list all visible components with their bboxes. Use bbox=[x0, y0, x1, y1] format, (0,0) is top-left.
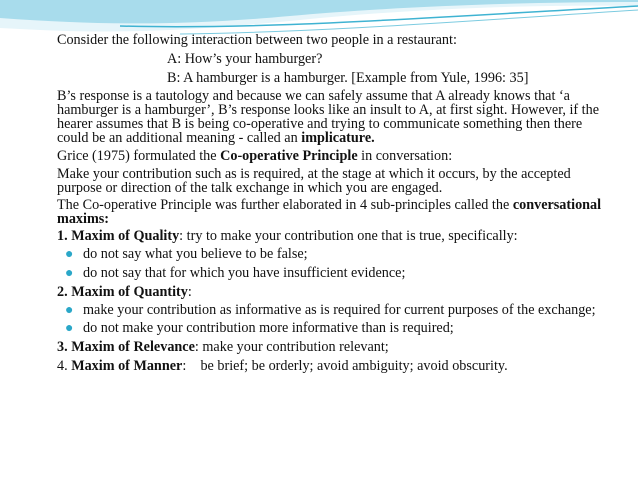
maxim-manner-number: 4. bbox=[57, 358, 72, 374]
maxims-intro-pre: The Co-operative Principle was further elaborated in 4 sub-principles called the bbox=[57, 197, 513, 213]
grice-post: in conversation: bbox=[357, 148, 453, 164]
maxim-relevance bbox=[57, 339, 617, 355]
maxim-manner-desc: : be brief; be orderly; avoid ambiguity; avoid obscurity. bbox=[182, 358, 508, 374]
dialogue-line-a: A: How’s your hamburger? bbox=[167, 51, 323, 67]
bullet-item bbox=[57, 320, 617, 336]
maxim-manner-title: Maxim of Manner bbox=[71, 358, 183, 374]
bullet-text: do not say what you believe to be false; bbox=[83, 246, 308, 262]
term-conversational-maxims: conversational maxims: bbox=[57, 197, 602, 227]
maxim-relevance-desc: : make your contribution relevant; bbox=[194, 339, 389, 355]
maxim-quality-title: 1. Maxim of Quality bbox=[57, 228, 180, 244]
paragraph-principle-definition: Make your contribution such as is required, at the stage at which it occurs, by the accepted purpose or direction of the talk exchange in which you are engaged. bbox=[57, 166, 571, 196]
maxim-quality bbox=[57, 229, 617, 243]
bullet-text: do not make your contribution more informative than is required; bbox=[83, 320, 454, 336]
paragraph-tautology-text: B’s response is a tautology and because we can safely assume that A already knows that ‘a hamburger is a hamburger’, B’s response looks like an insult to A, at first sight. However, if the hearer assumes that B is being co-operative and trying to communicate something then there could be an additional meaning - called an bbox=[57, 88, 600, 146]
slide-body bbox=[57, 32, 617, 377]
maxim-quality-desc: : try to make your contribution one that is true, specifically: bbox=[179, 228, 518, 244]
bullet-text: make your contribution as informative as is required for current purposes of the exchange; bbox=[83, 302, 596, 318]
dialogue-line-b: B: A hamburger is a hamburger. [Example from Yule, 1996: 35] bbox=[167, 70, 529, 86]
bullet-text: do not say that for which you have insufficient evidence; bbox=[83, 265, 406, 281]
bullet-item bbox=[57, 246, 617, 262]
bullet-icon: ● bbox=[65, 321, 74, 336]
bullet-item bbox=[57, 303, 617, 317]
maxim-relevance-title: 3. Maxim of Relevance bbox=[57, 339, 195, 355]
bullet-icon: ● bbox=[65, 303, 74, 318]
bullet-icon: ● bbox=[65, 247, 74, 262]
term-cooperative-principle: Co-operative Principle bbox=[220, 148, 358, 164]
bullet-item bbox=[57, 265, 617, 281]
intro-line: Consider the following interaction between two people in a restaurant: bbox=[57, 32, 457, 48]
grice-pre: Grice (1975) formulated the bbox=[57, 148, 221, 164]
maxim-quantity bbox=[57, 284, 617, 300]
term-implicature: implicature. bbox=[301, 130, 375, 146]
maxim-quantity-desc: : bbox=[187, 284, 192, 300]
maxim-manner bbox=[57, 358, 617, 374]
paragraph-maxims-intro bbox=[57, 198, 617, 226]
maxim-quantity-title: 2. Maxim of Quantity bbox=[57, 284, 188, 300]
paragraph-tautology bbox=[57, 89, 617, 145]
bullet-icon: ● bbox=[65, 266, 74, 281]
paragraph-grice bbox=[57, 148, 617, 164]
